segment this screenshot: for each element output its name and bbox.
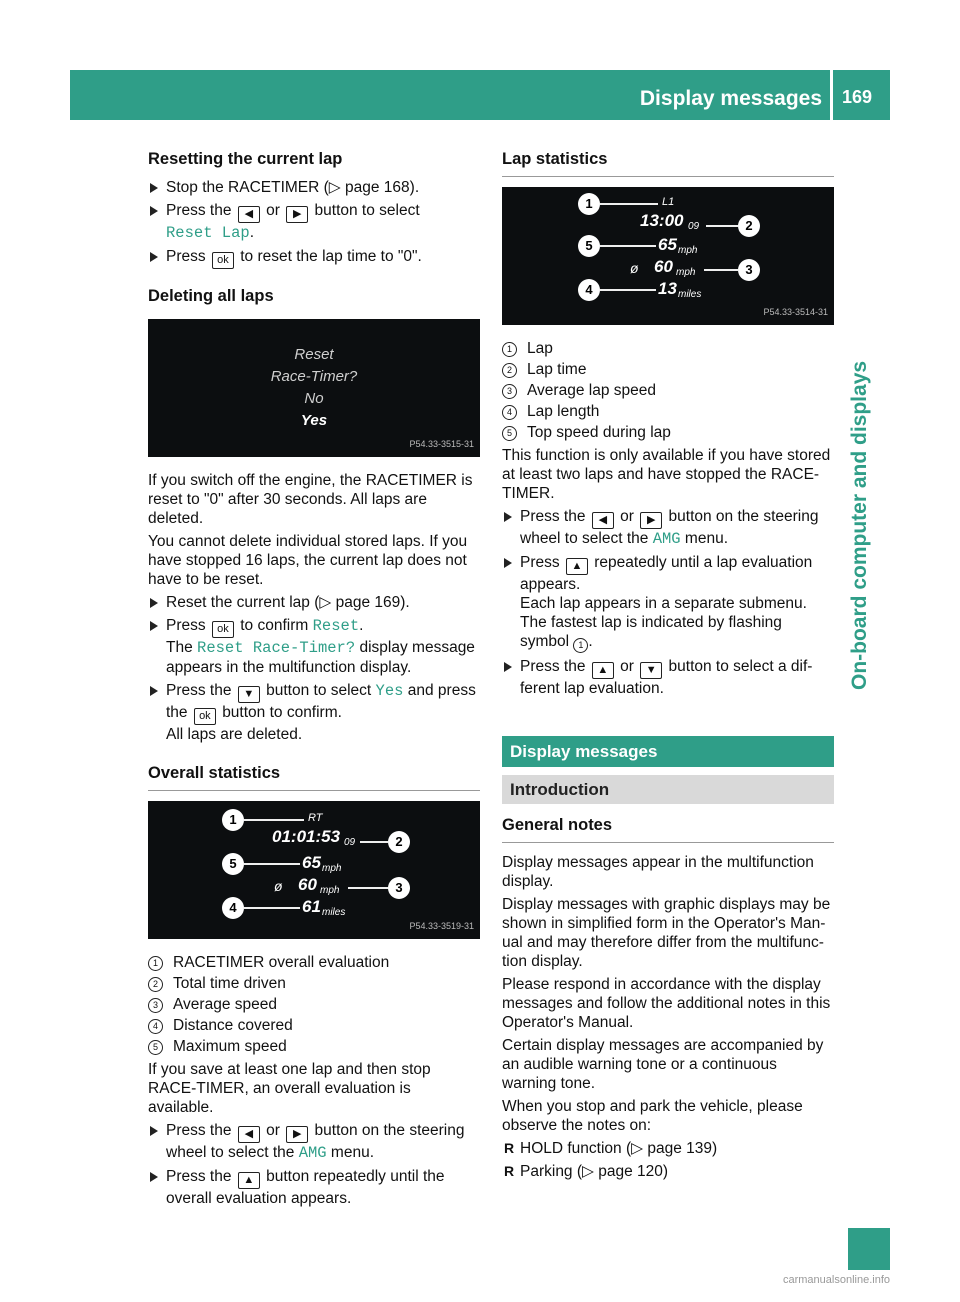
callout-5: 5 [578, 235, 600, 257]
callout-5: 5 [222, 853, 244, 875]
paragraph: Please respond in accordance with the display messages and follow the additional notes in this Operator's Manual. [502, 976, 831, 1031]
right-arrow-key-icon: ▶ [286, 206, 308, 223]
paragraph: This function is only available if you have stored at least two laps and have stopped the RACE-TIMER. [502, 447, 831, 502]
ok-key-icon: ok [212, 621, 234, 638]
step: Press the ▼ button to select Yes and press the ok button to confirm. All laps are deleted. [148, 681, 480, 744]
left-arrow-key-icon: ◀ [592, 512, 614, 529]
lap-legend: 1 Lap 2 Lap time 3 Average lap speed 4 Lap length 5 Top speed during lap [502, 339, 834, 442]
right-arrow-key-icon: ▶ [286, 1126, 308, 1143]
page-title: Display messages [639, 87, 822, 110]
paragraph: If you switch off the engine, the RACETIMER is reset to "0" after 30 seconds. All laps are deleted. [148, 472, 473, 527]
header-divider [830, 70, 833, 120]
reset-racetimer-screen: Reset Race-Timer? No Yes P54.33-3515-31 [148, 319, 480, 457]
paragraph: Display messages with graphic displays may be shown in simplified form in the Operator's Man-ual and may therefore differ from the multifunc-tion display. [502, 896, 831, 970]
list-item: R Parking (▷ page 120) [502, 1162, 834, 1181]
overall-legend: 1 RACETIMER overall evaluation 2 Total time driven 3 Average speed 4 Distance covered 5 Maximum speed [148, 953, 480, 1056]
callout-2: 2 [388, 831, 410, 853]
heading-general-notes: General notes [502, 814, 834, 843]
callout-1-icon: 1 [573, 638, 588, 653]
lap-statistics-screen: 1 L1 13:00 09 2 5 65 mph ø 60 mph 3 4 13 miles P54.33-3514-31 [502, 187, 834, 325]
step: Press the ▲ or ▼ button to select a dif-ferent lap evaluation. [502, 657, 834, 698]
up-arrow-key-icon: ▲ [566, 558, 588, 575]
heading-deleting: Deleting all laps [148, 287, 274, 305]
callout-3: 3 [738, 259, 760, 281]
section-introduction: Introduction [502, 775, 834, 804]
step: Press the ◀ or ▶ button on the steering wheel to select the AMG menu. [148, 1121, 480, 1163]
step: Press ▲ repeatedly until a lap evaluation appears. Each lap appears in a separate submenu. The fastest lap is indicated by flashing symbol 1 . [502, 553, 834, 653]
left-arrow-key-icon: ◀ [238, 1126, 260, 1143]
step: Press the ◀ or ▶ button on the steering wheel to select the AMG menu. [502, 507, 834, 549]
step: Press ok to confirm Reset. The Reset Race-Timer? display message appears in the multifunction display. [148, 616, 480, 677]
ok-key-icon: ok [212, 252, 234, 269]
heading-lap-statistics: Lap statistics [502, 148, 834, 177]
paragraph: Certain display messages are accompanied by an audible warning tone or a continuous warning tone. [502, 1037, 824, 1092]
callout-2: 2 [738, 215, 760, 237]
paragraph: When you stop and park the vehicle, please observe the notes on: [502, 1098, 803, 1134]
overall-statistics-screen: 1 RT 01:01:53 09 2 5 65 mph ø 60 mph 3 4 61 miles P54.33-3519-31 [148, 801, 480, 939]
callout-3: 3 [388, 877, 410, 899]
step: Reset the current lap (▷ page 169). [148, 593, 480, 612]
left-arrow-key-icon: ◀ [238, 206, 260, 223]
step: Stop the RACETIMER (▷ page 168). [148, 178, 480, 197]
heading-resetting: Resetting the current lap [148, 150, 343, 168]
paragraph: You cannot delete individual stored laps. If you have stopped 16 laps, the current lap does not have to be reset. [148, 533, 468, 588]
side-tab-label: On-board computer and displays [848, 360, 871, 690]
callout-4: 4 [222, 897, 244, 919]
callout-1: 1 [222, 809, 244, 831]
step: Press the ▲ button repeatedly until the overall evaluation appears. [148, 1167, 480, 1208]
step: Press the ◀ or ▶ button to select Reset Lap. [148, 201, 480, 243]
watermark: carmanualsonline.info [782, 1274, 890, 1286]
up-arrow-key-icon: ▲ [238, 1172, 260, 1189]
page-number: 169 [842, 87, 873, 107]
paragraph: If you save at least one lap and then stop RACE-TIMER, an overall evaluation is available. [148, 1061, 431, 1116]
heading-overall: Overall statistics [148, 762, 480, 791]
down-arrow-key-icon: ▼ [238, 686, 260, 703]
callout-1: 1 [578, 193, 600, 215]
right-column [502, 148, 834, 1185]
left-column [148, 148, 480, 1212]
callout-4: 4 [578, 279, 600, 301]
section-display-messages: Display messages [502, 736, 834, 767]
list-item: R HOLD function (▷ page 139) [502, 1139, 834, 1158]
paragraph: Display messages appear in the multifunction display. [502, 854, 814, 890]
down-arrow-key-icon: ▼ [640, 662, 662, 679]
ok-key-icon: ok [194, 708, 216, 725]
side-tab-box [848, 1228, 890, 1270]
right-arrow-key-icon: ▶ [640, 512, 662, 529]
step: Press ok to reset the lap time to "0". [148, 247, 480, 269]
up-arrow-key-icon: ▲ [592, 662, 614, 679]
